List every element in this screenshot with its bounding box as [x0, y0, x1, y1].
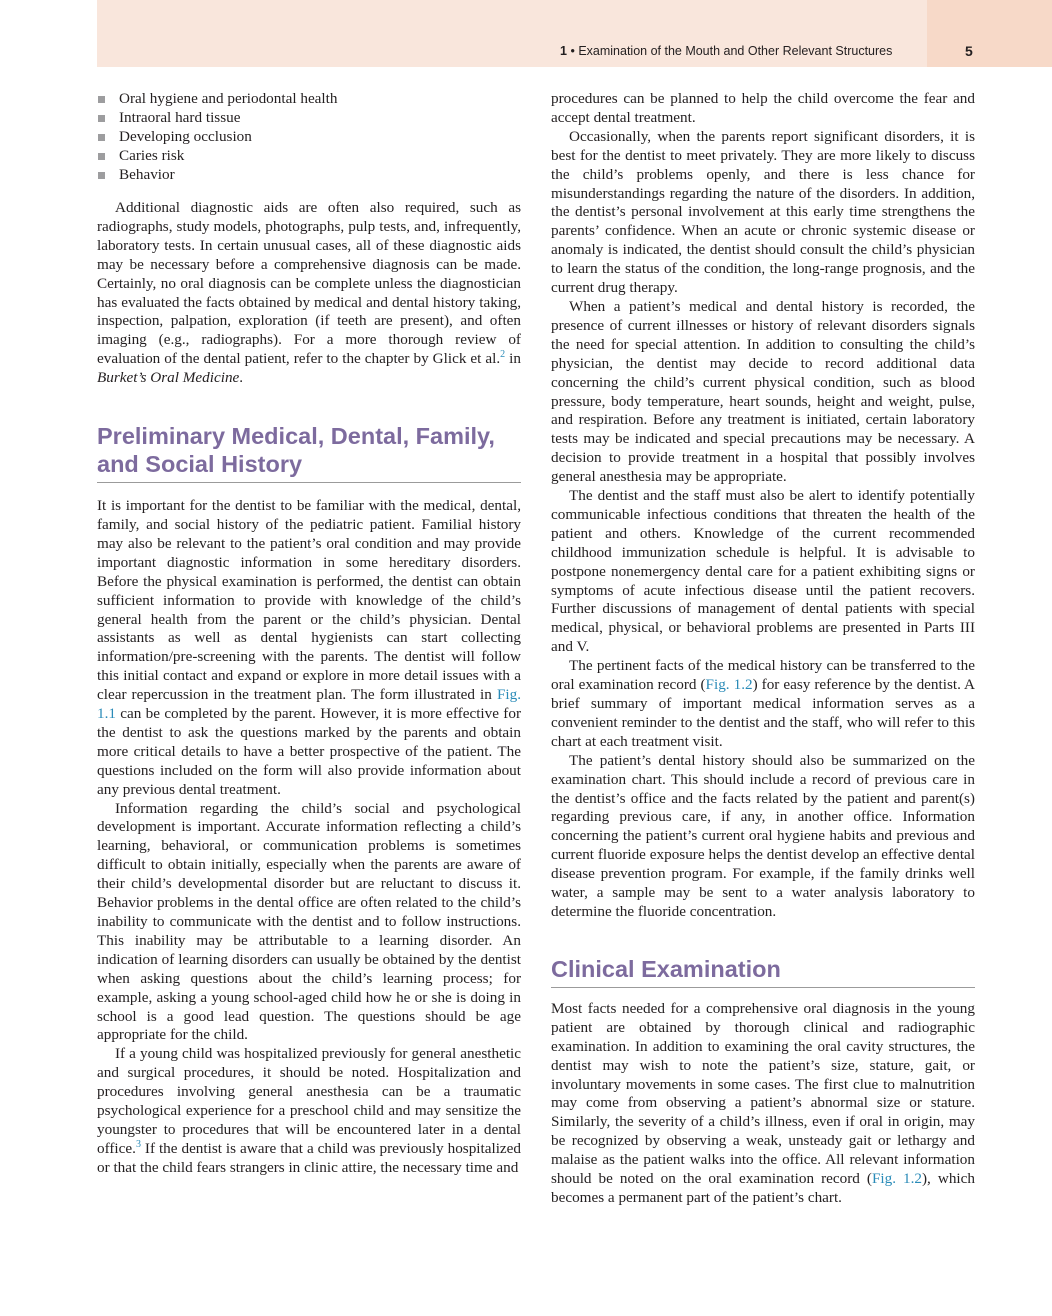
- chapter-number: 1: [560, 44, 567, 58]
- bullet-item: Developing occlusion: [97, 128, 521, 147]
- text-run: The pertinent facts of the medical history can be transferred to the oral examination record (: [551, 657, 975, 694]
- section-heading-clinical: Clinical Examination: [551, 955, 975, 988]
- paragraph-history-intro: [97, 497, 521, 800]
- bullet-item: Caries risk: [97, 147, 521, 166]
- paragraph-hospitalization: [97, 1045, 521, 1177]
- text-run: ), which becomes a permanent part of the patient’s chart.: [551, 1170, 975, 1206]
- figure-link[interactable]: Fig. 1.2: [871, 1170, 922, 1188]
- paragraph-medical-record: When a patient’s medical and dental history is recorded, the presence of current illnesses or history of relevant disorders signals the need for special attention. In addition to consulting the child’s physician, the dentist may decide to record additional data concerning the child’s current physical condition, such as blood pressure, body temperature, heart sounds, height and weight, pulse, and respiration. Before any treatment is initiated, certain laboratory tests may be indicated and special precautions may be necessary. A decision to provide treatment in a hospital that possibly involves general anesthesia may be appropriate.: [551, 297, 975, 486]
- bullet-item: Behavior: [97, 166, 521, 185]
- text-run: It is important for the dentist to be familiar with the medical, dental, family, and social history of the pediatric patient. Familial history may also be relevant to the patient’s oral condition and may provide important diagnostic information in some hereditary disorders. Before the physical examination is performed, the dentist can obtain sufficient information to provide with knowledge of the child’s general health from the parent or the child’s physician. Dental assistants as well as dental hygienists can start collecting information/pre-screening with the parents. The dentist will follow this initial contact and expand or explore in more detail issues with a clear repercussion in the treatment plan. The form illustrated in: [97, 497, 521, 704]
- page-number-tab: [927, 0, 1052, 67]
- text-run: can be completed by the parent. However, it is more effective for the dentist to ask the questions marked by the parents and obtain more critical details to have a better prospective of the patient. The questions included on the form will also provide information about any previous dental treatment.: [97, 705, 521, 798]
- bullet-item: Intraoral hard tissue: [97, 109, 521, 128]
- right-column: [551, 90, 975, 1208]
- book-title: Burket’s Oral Medicine: [97, 369, 240, 387]
- text-run: Most facts needed for a comprehensive oral diagnosis in the young patient are obtained by thorough clinical and radiographic examination. In addition to examining the oral cavity structures, the dentist may wish to note the patient’s size, stature, gait, or involuntary movements in some cases. The first clue to malnutrition may come from observing a patient’s abnormal size or stature. Similarly, the severity of a child’s illness, even if oral in origin, may be recognized by observing a weak, unsteady gait or lethargy and malaise as the patient walks into the office. All relevant information should be noted on the oral examination record (: [551, 999, 975, 1188]
- text-run: If a young child was hospitalized previously for general anesthetic and surgical procedures, it should be noted. Hospitalization and procedures involving general anesthesia can be a traumatic psychological experience for a preschool child and may sensitize the youngster to procedures that will be encountered later in a dental office.: [97, 1045, 521, 1157]
- chapter-title: Examination of the Mouth and Other Relevant Structures: [578, 44, 893, 58]
- paragraph-infectious-conditions: The dentist and the staff must also be alert to identify potentially communicable infectious conditions that threaten the health of the patient and others. Knowledge of the current recommended childhood immunization schedule is helpful. It is advisable to postpone nonemergency dental care for a patient exhibiting signs or symptoms of acute infectious disease until the patient recovers. Further discussions of management of dental patients with special medical, physical, or behavioral problems are presented in Parts III and V.: [551, 487, 975, 656]
- figure-link[interactable]: Fig. 1.2: [705, 676, 753, 694]
- bullet-list: [97, 90, 521, 185]
- text-run: Additional diagnostic aids are often also required, such as radiographs, study models, photographs, pulp tests, and, infrequently, laboratory tests. In certain unusual cases, all of these diagnostic aids may be necessary before a comprehensive diagnosis can be made. Certainly, no oral diagnosis can be complete unless the diagnostician has evaluated the facts obtained by medical and dental history taking, inspection, palpation, exploration (if teeth are present), and often imaging (e.g., radiographs). For a more thorough review of evaluation of the dental patient, refer to the chapter by Glick et al.: [97, 199, 521, 368]
- figure-link[interactable]: Fig. 1.1: [97, 686, 521, 723]
- running-header: [560, 44, 892, 58]
- text-run: ) for easy reference by the dentist. A brief summary of important medical information serves as a convenient reminder to the dentist and the staff, who will refer to this chart at each treatment visit.: [551, 676, 976, 750]
- paragraph-dental-history: The patient’s dental history should also be summarized on the examination chart. This should include a record of previous care in the dentist’s office and the facts related by the patient and parent(s) regarding previous care, if any, in another office. Information concerning the patient’s current oral hygiene habits and previous and current fluoride exposure helps the dentist develop an effective dental disease prevention program. For example, if the family drinks well water, a sample may be sent to a water analysis laboratory to determine the fluoride concentration.: [551, 751, 975, 920]
- citation-3[interactable]: 3: [135, 1138, 141, 1150]
- paragraph-private-meeting: Occasionally, when the parents report significant disorders, it is best for the dentist to meet privately. They are more likely to discuss the child’s problems openly, and there is less chance for misunderstandings regarding the nature of the disorders. In addition, the dentist’s personal involvement at this early time strengthens the parents’ confidence. When an acute or chronic systemic disease or anomaly is indicated, the dentist should consult the child’s physician to learn the status of the condition, the long-range prognosis, and the current drug therapy.: [551, 127, 975, 297]
- text-run: If the dentist is aware that a child was previously hospitalized or that the child fears strangers in clinic attire, the necessary time and: [97, 1139, 521, 1176]
- bullet-item: Oral hygiene and periodontal health: [97, 90, 521, 109]
- page-number: 5: [965, 43, 973, 59]
- paragraph-examination-record: [551, 657, 975, 752]
- paragraph-clinical-exam: [551, 1000, 975, 1208]
- text-run: in: [505, 350, 521, 368]
- text-run: .: [239, 369, 244, 387]
- paragraph-social-development: Information regarding the child’s social and psychological development is important. Accurate information reflecting a child’s learning, behavioral, or communication problems is sometimes difficult to obtain initially, especially when the parents are aware of their child’s developmental disorder but are reluctant to discuss it. Behavior problems in the dental office are often related to the child’s inability to communicate with the dentist and to follow instructions. This inability may be attributable to a learning disorder. An indication of learning disorders can usually be obtained by the dentist when asking questions about the child’s learning process; for example, asking a young school-aged child how he or she is doing in school is a good lead question. The questions should be age appropriate for the child.: [97, 799, 521, 1044]
- left-column: [97, 90, 521, 1178]
- paragraph-diagnostic-aids: [97, 199, 521, 388]
- section-heading-history: Preliminary Medical, Dental, Family, and Social History: [97, 422, 521, 483]
- paragraph-continued: procedures can be planned to help the child overcome the fear and accept dental treatment.: [551, 90, 975, 126]
- header-separator: •: [570, 44, 575, 58]
- citation-2[interactable]: 2: [500, 349, 506, 361]
